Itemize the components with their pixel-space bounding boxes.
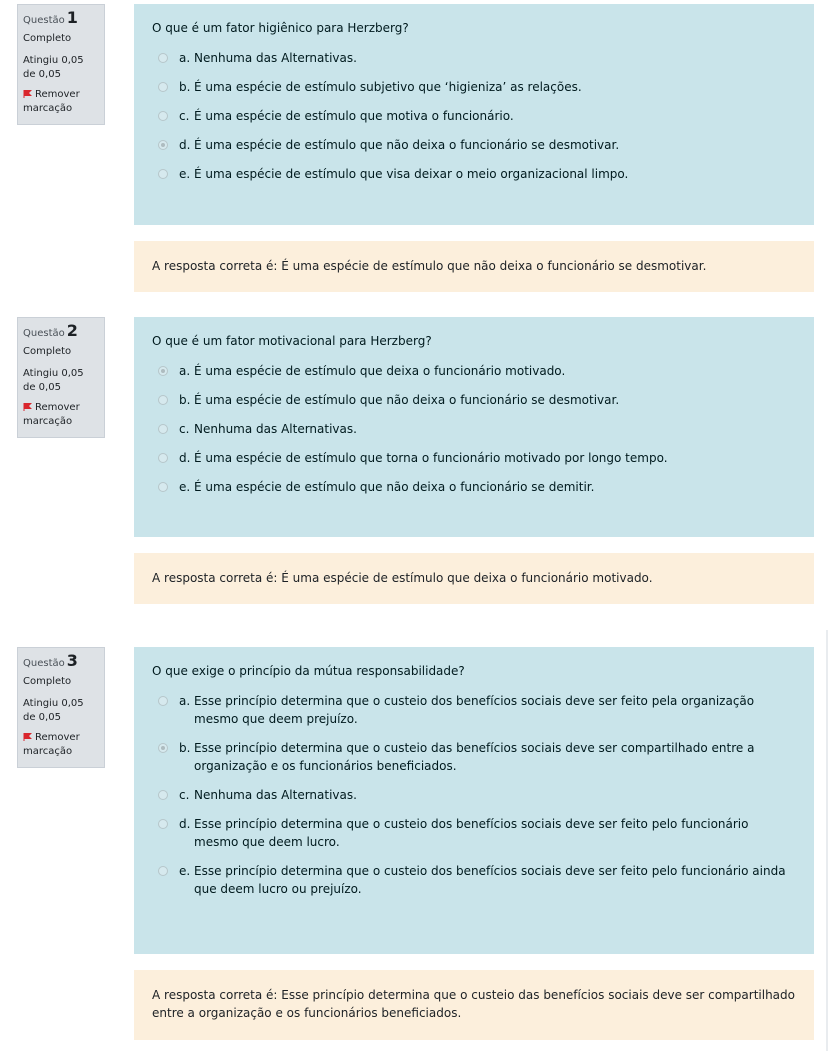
answer-option-c[interactable] — [152, 420, 796, 438]
question-number — [23, 8, 99, 28]
scrollbar[interactable] — [826, 630, 828, 1051]
flag-icon — [23, 89, 33, 98]
question-number — [23, 651, 99, 671]
answer-options — [152, 49, 796, 183]
radio-button-selected[interactable] — [158, 743, 168, 753]
radio-button-selected[interactable] — [158, 140, 168, 150]
correct-answer-prefix: A resposta correta é: — [152, 988, 282, 1002]
question-grade: Atingiu 0,05 de 0,05 — [23, 55, 84, 80]
option-letter: e. — [179, 864, 191, 878]
question-label: Questão — [23, 328, 65, 339]
option-letter: d. — [179, 817, 191, 831]
question-info — [17, 317, 105, 438]
option-letter: b. — [179, 741, 191, 755]
question-formulation — [134, 4, 814, 225]
radio-button[interactable] — [158, 111, 168, 121]
option-text: É uma espécie de estímulo que motiva o funcionário. — [194, 109, 514, 123]
correct-answer-text: É uma espécie de estímulo que deixa o funcionário motivado. — [281, 571, 653, 585]
question-number-value: 2 — [66, 321, 78, 340]
option-text: É uma espécie de estímulo que torna o funcionário motivado por longo tempo. — [194, 451, 668, 465]
option-letter: c. — [179, 788, 190, 802]
option-letter: a. — [179, 364, 191, 378]
answer-option-d[interactable] — [152, 815, 796, 851]
option-letter: e. — [179, 480, 191, 494]
answer-option-c[interactable] — [152, 786, 796, 804]
flag-icon — [23, 732, 33, 741]
question-label: Questão — [23, 658, 65, 669]
answer-options — [152, 362, 796, 496]
answer-option-d[interactable] — [152, 449, 796, 467]
option-letter: e. — [179, 167, 191, 181]
answer-option-d[interactable] — [152, 136, 796, 154]
answer-option-e[interactable] — [152, 862, 796, 898]
option-text: É uma espécie de estímulo que deixa o funcionário motivado. — [194, 364, 566, 378]
question-grade: Atingiu 0,05 de 0,05 — [23, 368, 84, 393]
question-state: Completo — [23, 676, 72, 687]
answer-option-a[interactable] — [152, 49, 796, 67]
radio-button[interactable] — [158, 453, 168, 463]
correct-answer-text: Esse princípio determina que o custeio das benefícios sociais deve ser compartilhado entre a organização e os funcionários beneficiados. — [152, 988, 795, 1020]
question-grade: Atingiu 0,05 de 0,05 — [23, 698, 84, 723]
radio-button-selected[interactable] — [158, 366, 168, 376]
radio-button[interactable] — [158, 790, 168, 800]
radio-button[interactable] — [158, 395, 168, 405]
question-formulation — [134, 317, 814, 537]
option-text: Esse princípio determina que o custeio dos benefícios sociais deve ser feito pela organização mesmo que deem prejuízo. — [194, 694, 755, 726]
correct-answer-feedback — [134, 553, 814, 604]
option-text: É uma espécie de estímulo que não deixa o funcionário se demitir. — [194, 480, 595, 494]
answer-option-e[interactable] — [152, 478, 796, 496]
option-text: Nenhuma das Alternativas. — [194, 788, 357, 802]
option-text: É uma espécie de estímulo que não deixa o funcionário se desmotivar. — [194, 138, 620, 152]
option-text: Esse princípio determina que o custeio das benefícios sociais deve ser compartilhado entre a organização e os funcionários beneficiados. — [194, 741, 755, 773]
question-state: Completo — [23, 33, 72, 44]
correct-answer-text: É uma espécie de estímulo que não deixa o funcionário se desmotivar. — [281, 259, 707, 273]
option-letter: c. — [179, 422, 190, 436]
question-label: Questão — [23, 15, 65, 26]
option-text: Nenhuma das Alternativas. — [194, 422, 357, 436]
remove-flag-label: Remover marcação — [23, 732, 80, 757]
option-text: É uma espécie de estímulo subjetivo que ‘higieniza’ as relações. — [194, 80, 582, 94]
remove-flag-link[interactable] — [23, 401, 99, 429]
question-info — [17, 647, 105, 768]
answer-option-e[interactable] — [152, 165, 796, 183]
correct-answer-feedback — [134, 241, 814, 292]
correct-answer-prefix: A resposta correta é: — [152, 259, 282, 273]
option-letter: a. — [179, 51, 191, 65]
option-letter: d. — [179, 451, 191, 465]
option-text: É uma espécie de estímulo que não deixa o funcionário se desmotivar. — [194, 393, 620, 407]
question-text: O que é um fator higiênico para Herzberg? — [152, 21, 409, 35]
answer-option-a[interactable] — [152, 692, 796, 728]
question-number — [23, 321, 99, 341]
radio-button[interactable] — [158, 424, 168, 434]
option-text: Esse princípio determina que o custeio dos benefícios sociais deve ser feito pelo funcionário mesmo que deem lucro. — [194, 817, 749, 849]
remove-flag-label: Remover marcação — [23, 402, 80, 427]
radio-button[interactable] — [158, 696, 168, 706]
answer-option-b[interactable] — [152, 391, 796, 409]
question-number-value: 3 — [66, 651, 78, 670]
correct-answer-feedback — [134, 970, 814, 1040]
radio-button[interactable] — [158, 866, 168, 876]
option-letter: b. — [179, 393, 191, 407]
radio-button[interactable] — [158, 53, 168, 63]
answer-option-b[interactable] — [152, 78, 796, 96]
question-info — [17, 4, 105, 125]
option-letter: b. — [179, 80, 191, 94]
answer-option-c[interactable] — [152, 107, 796, 125]
question-text: O que é um fator motivacional para Herzberg? — [152, 334, 432, 348]
correct-answer-prefix: A resposta correta é: — [152, 571, 282, 585]
option-text: É uma espécie de estímulo que visa deixar o meio organizacional limpo. — [194, 167, 629, 181]
remove-flag-link[interactable] — [23, 88, 99, 116]
radio-button[interactable] — [158, 169, 168, 179]
remove-flag-link[interactable] — [23, 731, 99, 759]
radio-button[interactable] — [158, 482, 168, 492]
option-text: Esse princípio determina que o custeio dos benefícios sociais deve ser feito pelo funcionário ainda que deem lucro ou prejuízo. — [194, 864, 786, 896]
flag-icon — [23, 402, 33, 411]
question-formulation — [134, 647, 814, 954]
option-letter: d. — [179, 138, 191, 152]
radio-button[interactable] — [158, 82, 168, 92]
option-letter: a. — [179, 694, 191, 708]
question-number-value: 1 — [66, 8, 78, 27]
option-text: Nenhuma das Alternativas. — [194, 51, 357, 65]
question-text: O que exige o princípio da mútua responsabilidade? — [152, 664, 465, 678]
answer-option-a[interactable] — [152, 362, 796, 380]
option-letter: c. — [179, 109, 190, 123]
remove-flag-label: Remover marcação — [23, 89, 80, 114]
answer-options — [152, 692, 796, 898]
answer-option-b[interactable] — [152, 739, 796, 775]
radio-button[interactable] — [158, 819, 168, 829]
question-state: Completo — [23, 346, 72, 357]
